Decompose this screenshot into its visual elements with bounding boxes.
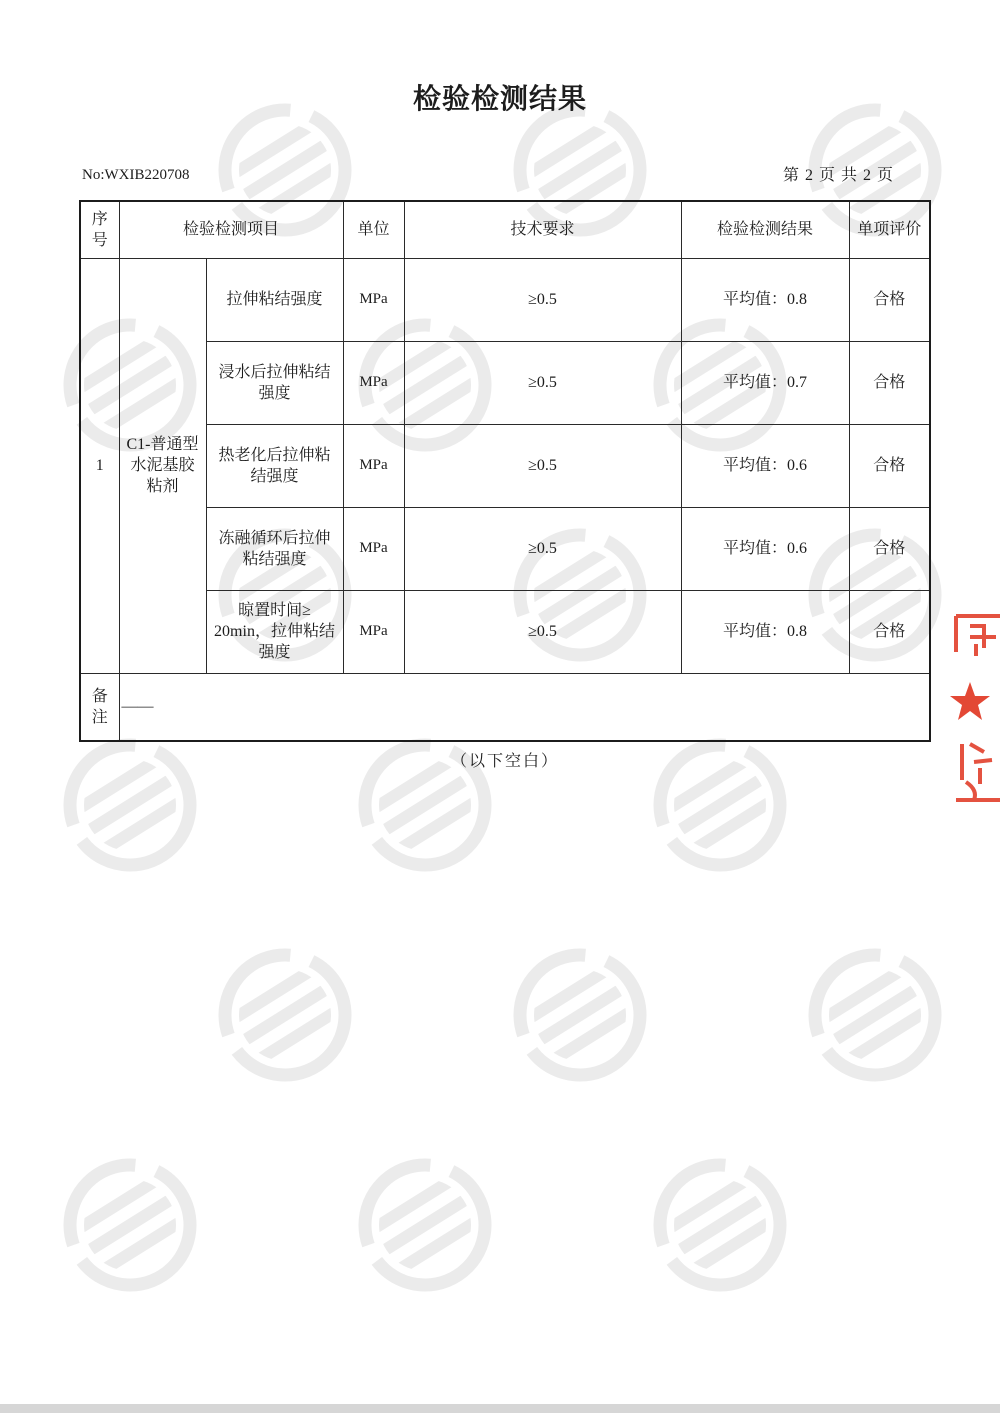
requirement-cell: ≥0.5: [404, 507, 681, 590]
page-edge: [0, 1404, 1000, 1413]
table-row: [80, 507, 930, 590]
unit-cell: MPa: [343, 507, 404, 590]
result-cell: 平均值：0.6: [681, 507, 849, 590]
item-name-line: 冻融循环后拉伸: [218, 529, 331, 547]
header-seq: 序号: [80, 201, 119, 258]
item-name-line: 热老化后拉伸粘: [218, 446, 331, 464]
header-item: 检验检测项目: [119, 201, 343, 258]
seal-stroke: [962, 744, 992, 784]
requirement-cell: ≥0.5: [404, 424, 681, 507]
item-name-line: 结强度: [250, 467, 299, 485]
seal-bracket-bottom: [956, 782, 1000, 800]
evaluation-cell: 合格: [849, 507, 930, 590]
item-name-cell: [206, 507, 343, 590]
watermark-logo: [645, 1162, 796, 1287]
evaluation-cell: 合格: [849, 590, 930, 673]
item-name-cell: [206, 590, 343, 673]
remarks-value: ——: [119, 673, 930, 741]
remarks-label: 备注: [80, 673, 119, 741]
unit-cell: MPa: [343, 341, 404, 424]
watermark-logo: [55, 1162, 206, 1287]
item-name-line: 强度: [258, 644, 291, 661]
table-row: [80, 424, 930, 507]
item-name-line: 浸水后拉伸粘结: [218, 363, 331, 381]
header-evaluation: 单项评价: [849, 201, 930, 258]
results-table: [79, 200, 931, 742]
item-name-cell: [206, 424, 343, 507]
watermark-logo: [800, 952, 951, 1077]
product-name-line: 粘剂: [146, 478, 179, 495]
watermark-logo: [350, 1162, 501, 1287]
item-name-cell: [206, 341, 343, 424]
report-number: No:WXIB220708: [82, 167, 190, 183]
requirement-cell: ≥0.5: [404, 590, 681, 673]
product-name-line: 水泥基胶: [130, 457, 195, 474]
watermark-logo: [505, 952, 656, 1077]
header-result: 检验检测结果: [681, 201, 849, 258]
table-header-row: [80, 201, 930, 258]
header-requirement: 技术要求: [404, 201, 681, 258]
result-cell: 平均值：0.7: [681, 341, 849, 424]
result-cell: 平均值：0.8: [681, 590, 849, 673]
unit-cell: MPa: [343, 258, 404, 341]
remarks-row: [80, 673, 930, 741]
requirement-cell: ≥0.5: [404, 341, 681, 424]
seal-stroke: [970, 626, 996, 656]
seq-cell: 1: [80, 258, 119, 673]
item-name-line: 强度: [258, 384, 291, 402]
item-name-line: 粘结强度: [242, 550, 307, 568]
item-name-line: 晾置时间≥: [238, 602, 311, 619]
item-name-line: 拉伸粘结强度: [226, 291, 323, 308]
page-title: 检验检测结果: [412, 84, 587, 115]
evaluation-cell: 合格: [849, 258, 930, 341]
product-name-cell: [119, 258, 206, 673]
seal-stamp: [944, 604, 1000, 814]
table-row: [80, 341, 930, 424]
table-row: [80, 258, 930, 341]
table-row: [80, 590, 930, 673]
result-cell: 平均值：0.8: [681, 258, 849, 341]
result-cell: 平均值：0.6: [681, 424, 849, 507]
requirement-cell: ≥0.5: [404, 258, 681, 341]
unit-cell: MPa: [343, 424, 404, 507]
item-name-line: 20min，拉伸粘结: [214, 623, 335, 640]
item-name-cell: [206, 258, 343, 341]
evaluation-cell: 合格: [849, 341, 930, 424]
evaluation-cell: 合格: [849, 424, 930, 507]
watermark-logo: [210, 952, 361, 1077]
header-unit: 单位: [343, 201, 404, 258]
product-name-line: C1-普通型: [126, 436, 199, 453]
results-table-container: [79, 200, 929, 742]
page-indicator: 第 2 页 共 2 页: [782, 167, 893, 184]
star-icon: [950, 682, 990, 720]
unit-cell: MPa: [343, 590, 404, 673]
blank-below-note: （以下空白）: [450, 753, 559, 770]
